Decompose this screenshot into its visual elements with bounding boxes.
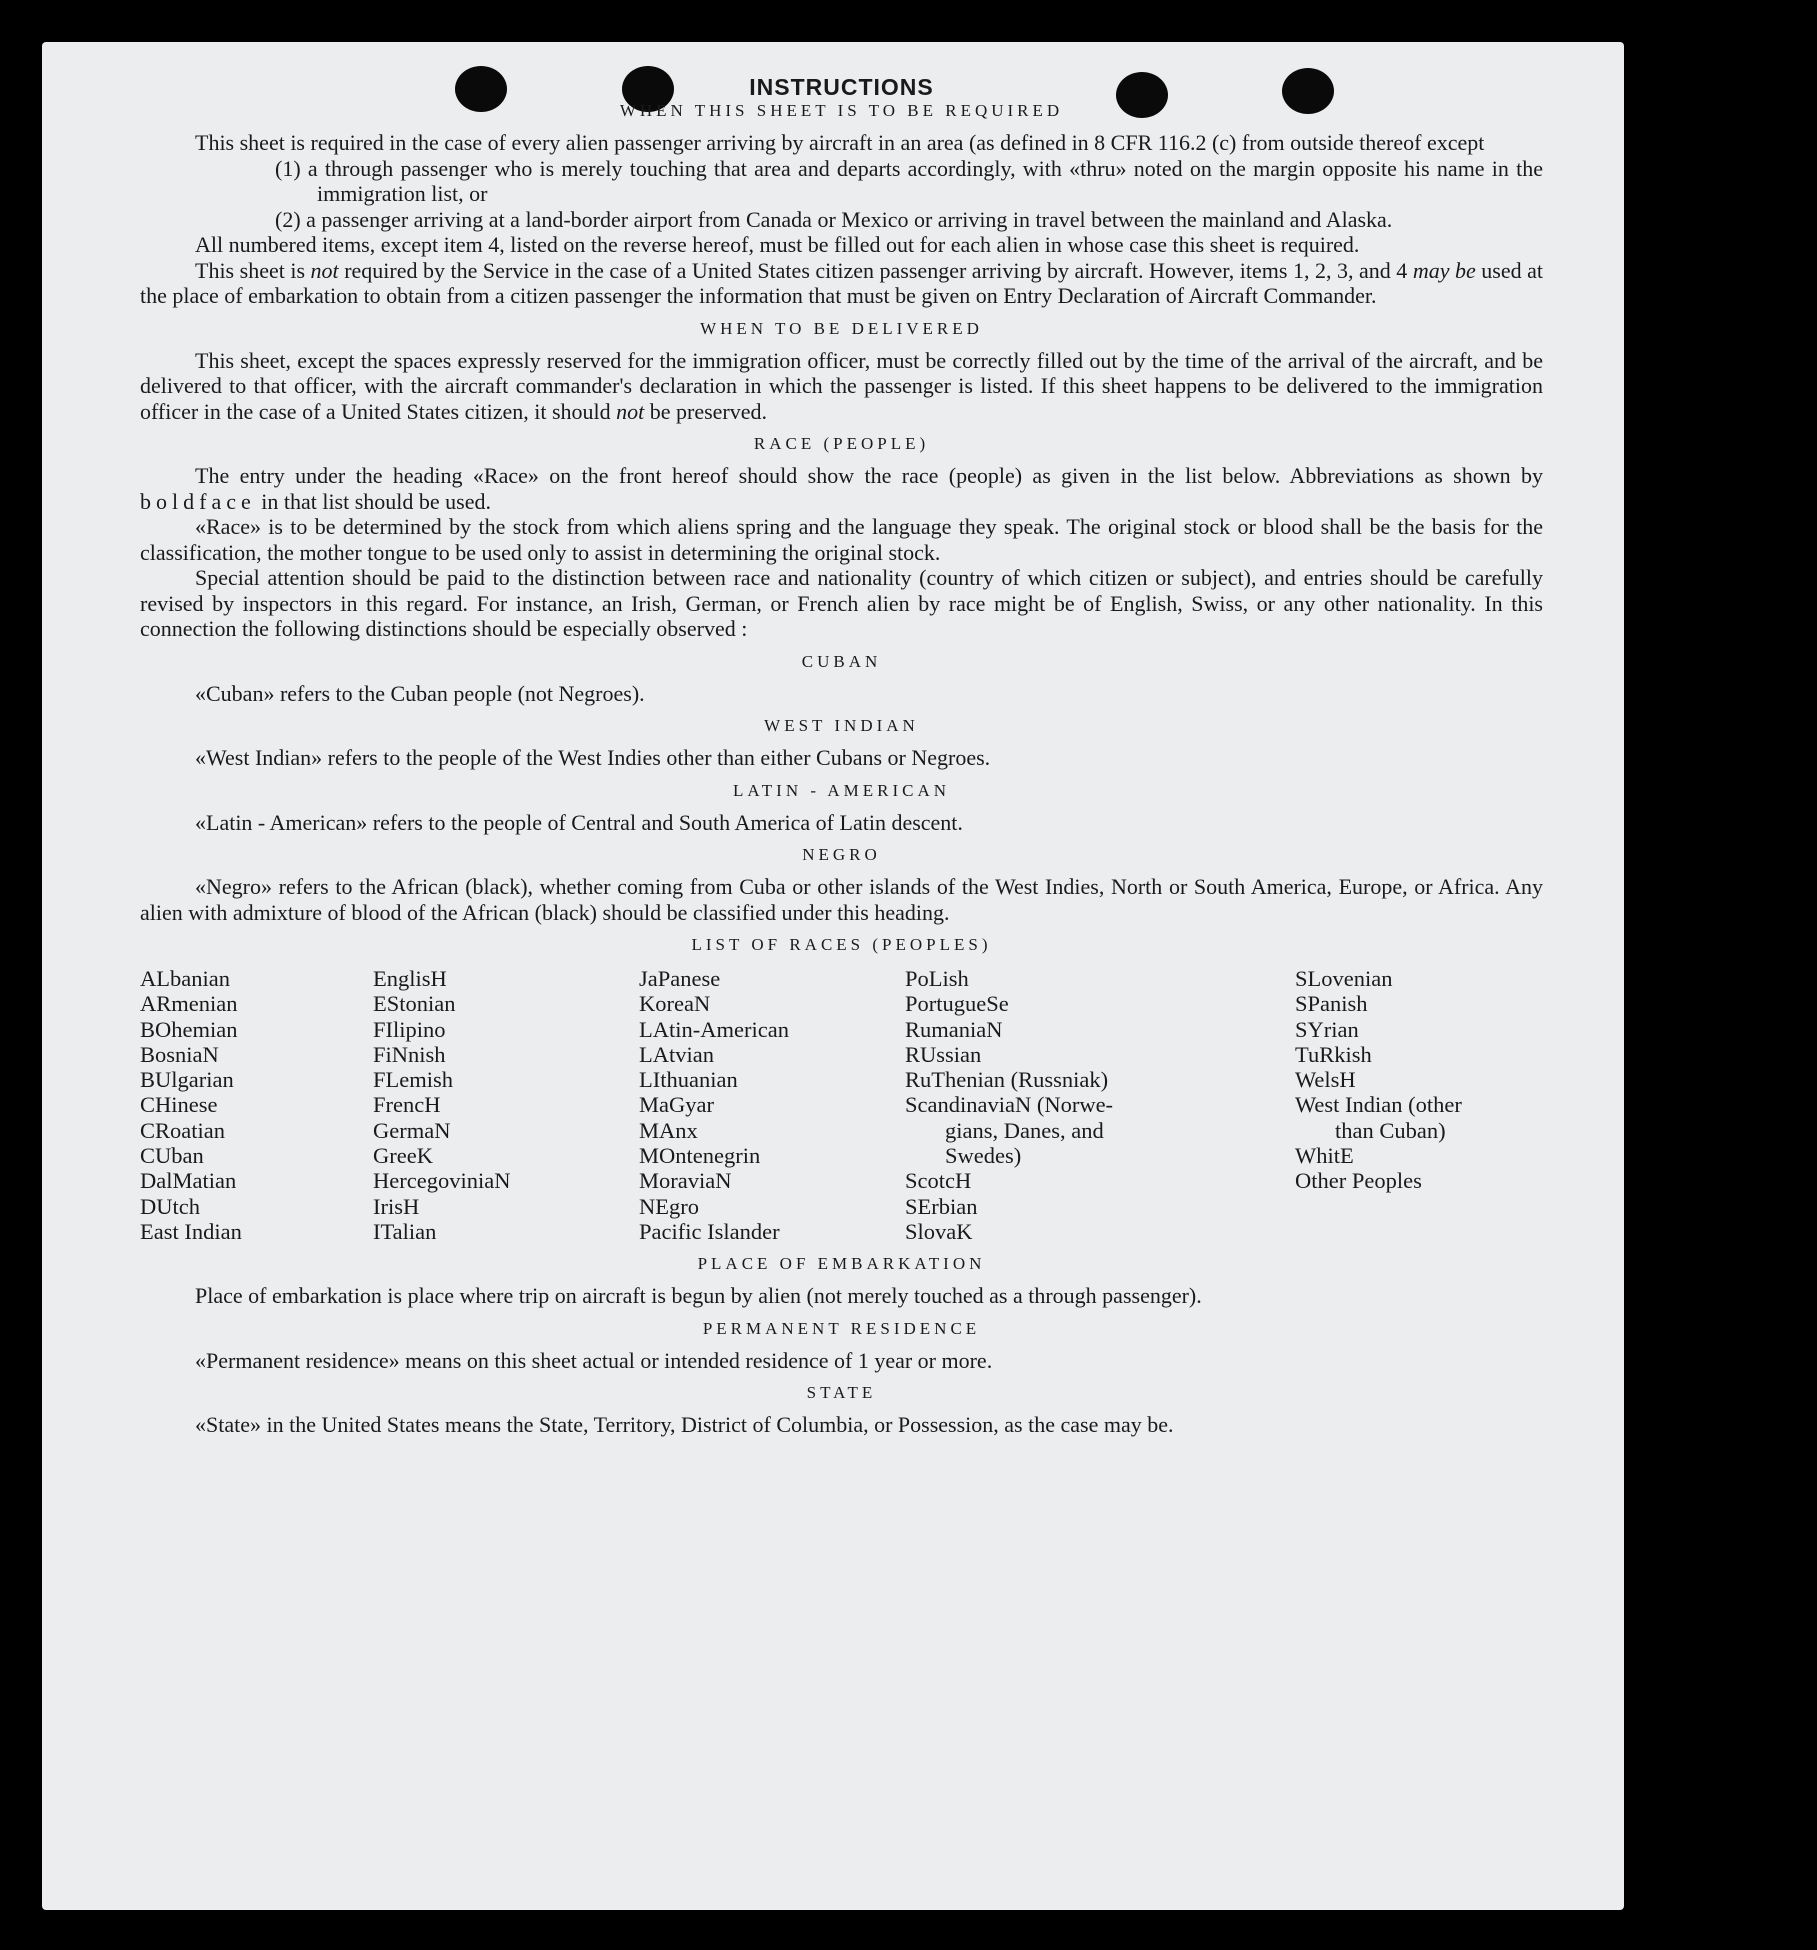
race-item: NEgro [639, 1193, 699, 1219]
paragraph: «Negro» refers to the African (black), whether coming from Cuba or other islands of the West Indies, North or South America, Europe, or Africa. Any alien with admixture of blood of the African (black) should be classified under this heading. [140, 874, 1543, 925]
document-body [140, 74, 1543, 1438]
paragraph: «Latin - American» refers to the people of Central and South America of Latin descent. [195, 809, 963, 835]
race-item: GermaN [373, 1117, 451, 1143]
race-item: EnglisH [373, 966, 447, 991]
paragraph: This sheet is required in the case of every alien passenger arriving by aircraft in an area (as defined in 8 CFR 116.2 (c) from outside thereof except [195, 130, 1485, 155]
paragraph: This sheet, except the spaces expressly reserved for the immigration officer, must be correctly filled out by the time of the arrival of the aircraft, and be delivered to that officer, with the aircraft commander's declaration in which the passenger is listed. If this sheet happens to be delivered to the immigration officer in the case of a United States citizen, it should not be preserved. [140, 347, 1543, 424]
race-item: BUlgarian [140, 1067, 234, 1093]
paragraph: «Cuban» refers to the Cuban people (not Negroes). [195, 680, 645, 706]
paragraph: «Permanent residence» means on this sheet actual or intended residence of 1 year or more. [195, 1347, 993, 1373]
race-item: CUban [140, 1143, 204, 1169]
race-item: SLovenian [1295, 966, 1393, 991]
race-item: JaPanese [639, 966, 721, 991]
race-item: MaGyar [639, 1092, 714, 1118]
race-item: West Indian (other [1295, 1092, 1462, 1118]
page-title: INSTRUCTIONS [749, 74, 934, 100]
race-item: gians, Danes, and [945, 1117, 1104, 1143]
race-item: HercegoviniaN [373, 1168, 511, 1194]
section-heading-residence: PERMANENT RESIDENCE [702, 1318, 981, 1338]
race-item: CHinese [140, 1092, 218, 1118]
section-heading-embarkation: PLACE OF EMBARKATION [697, 1254, 986, 1274]
races-table [140, 966, 1543, 1244]
race-item: DalMatian [140, 1168, 237, 1194]
paragraph: Special attention should be paid to the distinction between race and nationality (country of which citizen or subject), and entries should be carefully revised by inspectors in this regard. For instance, an Irish, German, or French alien by race might be of English, Swiss, or any other nationality. In this connection the following distinctions should be especially observed : [140, 565, 1543, 641]
list-item: (1) a through passenger who is merely touching that area and departs accordingly, with «thru» noted on the margin opposite his name in the immigration list, or [275, 155, 1543, 206]
section-heading-negro: NEGRO [802, 845, 881, 864]
race-item: LIthuanian [639, 1067, 738, 1093]
race-item: PortugueSe [905, 991, 1009, 1017]
race-item: FiNnish [373, 1041, 446, 1067]
race-item: KoreaN [639, 991, 711, 1017]
race-item: RUssian [905, 1041, 982, 1067]
race-item: BOhemian [140, 1016, 238, 1042]
section-heading-race: RACE (PEOPLE) [753, 434, 930, 453]
race-item: ALbanian [140, 966, 230, 991]
paragraph: This sheet is not required by the Service in the case of a United States citizen passenger arriving by aircraft. However, items 1, 2, 3, and 4 may be used at the place of embarkation to obtain from a citizen passenger the information that must be given on Entry Declaration of Aircraft Commander. [140, 257, 1543, 308]
list-item: (2) a passenger arriving at a land-border airport from Canada or Mexico or arriving in travel between the mainland and Alaska. [275, 206, 1393, 232]
race-item: CRoatian [140, 1117, 225, 1143]
race-item: TuRkish [1295, 1041, 1372, 1067]
race-item: FLemish [373, 1067, 454, 1093]
paragraph: All numbered items, except item 4, listed on the reverse hereof, must be filled out for each alien in whose case this sheet is required. [195, 232, 1360, 257]
race-item: than Cuban) [1335, 1117, 1446, 1143]
race-item: LAtvian [639, 1041, 714, 1067]
race-item: SlovaK [905, 1218, 973, 1244]
section-heading-state: STATE [806, 1383, 877, 1403]
paragraph: «Race» is to be determined by the stock from which aliens spring and the language they speak. The original stock or blood shall be the basis for the classification, the mother tongue to be used only to assist in determining the original stock. [140, 514, 1543, 565]
race-item: SErbian [905, 1193, 978, 1219]
race-item: East Indian [140, 1218, 242, 1244]
race-item: PoLish [905, 966, 969, 991]
race-item: ARmenian [140, 991, 238, 1017]
race-item: Pacific Islander [639, 1218, 780, 1244]
races-column [1295, 966, 1535, 1244]
race-item: ScotcH [905, 1168, 972, 1194]
race-item: LAtin-American [639, 1016, 789, 1042]
section-heading-cuban: CUBAN [801, 651, 882, 671]
race-item: FrencH [373, 1092, 441, 1118]
race-item: Other Peoples [1295, 1168, 1422, 1194]
race-item: WhitE [1295, 1143, 1354, 1169]
paragraph: Place of embarkation is place where trip on aircraft is begun by alien (not merely touched as a through passenger). [195, 1283, 1202, 1309]
race-item: MoraviaN [639, 1168, 732, 1194]
paragraph: «West Indian» refers to the people of the West Indies other than either Cubans or Negroes. [195, 745, 991, 770]
race-item: SPanish [1295, 991, 1368, 1017]
race-item: ITalian [373, 1218, 437, 1244]
section-heading-latin-american: LATIN - AMERICAN [733, 780, 950, 800]
race-item: SYrian [1295, 1016, 1359, 1042]
section-heading-required: WHEN THIS SHEET IS TO BE REQUIRED [619, 101, 1064, 120]
race-item: Swedes) [945, 1143, 1022, 1169]
race-item: IrisH [373, 1193, 420, 1219]
section-heading-delivered: WHEN TO BE DELIVERED [700, 318, 983, 338]
race-item: DUtch [140, 1193, 200, 1219]
race-item: EStonian [373, 991, 456, 1017]
race-item: RumaniaN [905, 1016, 1003, 1042]
races-column [639, 966, 905, 1244]
race-item: BosniaN [140, 1041, 219, 1067]
paragraph: «State» in the United States means the State, Territory, District of Columbia, or Possession, as the case may be. [195, 1412, 1174, 1438]
race-item: ScandinaviaN (Norwe- [905, 1092, 1114, 1118]
paragraph: The entry under the heading «Race» on the front hereof should show the race (people) as given in the list below. Abbreviations as shown by boldface in that list should be used. [140, 463, 1543, 514]
race-item: GreeK [373, 1143, 433, 1169]
race-item: WelsH [1295, 1067, 1356, 1093]
section-heading-west-indian: WEST INDIAN [764, 716, 919, 735]
races-column [905, 966, 1295, 1244]
races-column [140, 966, 373, 1244]
race-item: FIlipino [373, 1016, 446, 1042]
race-item: RuThenian (Russniak) [905, 1067, 1109, 1093]
races-column [373, 966, 639, 1244]
section-heading-races-list: LIST OF RACES (PEOPLES) [691, 935, 992, 954]
race-item: MAnx [639, 1117, 698, 1143]
race-item: MOntenegrin [639, 1143, 761, 1169]
